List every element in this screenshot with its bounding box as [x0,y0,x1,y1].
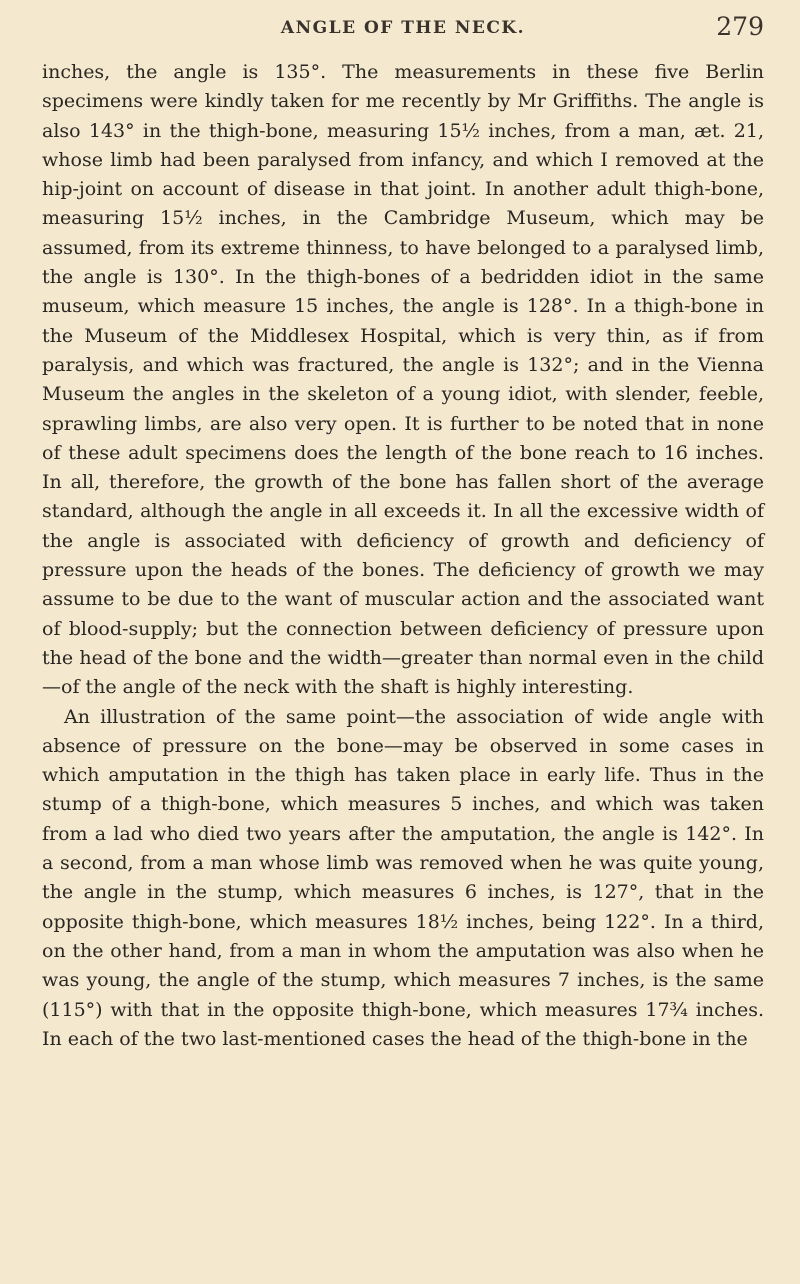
paragraph-1: inches, the angle is 135°. The measurements in these five Berlin specimens were kindly taken for me recently by Mr Griffiths. The angle is also 143° in the thigh-bone, measuring 15½ inches, from a man, æt. 21, whose limb had been paralysed from infancy, and which I removed at the hip-joint on account of disease in that joint. In another adult thigh-bone, measuring 15½ inches, in the Cambridge Museum, which may be assumed, from its extreme thinness, to have belonged to a paralysed limb, the angle is 130°. In the thigh-bones of a bedridden idiot in the same museum, which measure 15 inches, the angle is 128°. In a thigh-bone in the Museum of the Middlesex Hospital, which is very thin, as if from paralysis, and which was fractured, the angle is 132°; and in the Vienna Museum the angles in the skeleton of a young idiot, with slender, feeble, sprawling limbs, are also very open. It is further to be noted that in none of these adult specimens does the length of the bone reach to 16 inches. In all, therefore, the growth of the bone has fallen short of the average standard, although the angle in all exceeds it. In all the excessive width of the angle is associated with deficiency of growth and deficiency of pressure upon the heads of the bones. The deficiency of growth we may assume to be due to the want of muscular action and the associated want of blood-supply; but the connection between deficiency of pressure upon the head of the bone and the width—greater than normal even in the child —of the angle of the neck with the shaft is highly interesting. [42,61,764,699]
running-head [42,0,764,44]
page-number: 279 [716,12,764,41]
body-text [42,58,764,1054]
paragraph-2: An illustration of the same point—the association of wide angle with absence of pressure on the bone—may be observed in some cases in which amputation in the thigh has taken place in early life. Thus in the stump of a thigh-bone, which measures 5 inches, and which was taken from a lad who died two years after the amputation, the angle is 142°. In a second, from a man whose limb was removed when he was quite young, the angle in the stump, which measures 6 inches, is 127°, that in the opposite thigh-bone, which measures 18½ inches, being 122°. In a third, on the other hand, from a man in whom the amputation was also when he was young, the angle of the stump, which measures 7 inches, is the same (115°) with that in the opposite thigh-bone, which measures 17¾ inches. In each of the two last-mentioned cases the head of the thigh-bone in the [42,705,764,1050]
running-title: ANGLE OF THE NECK. [280,18,526,38]
